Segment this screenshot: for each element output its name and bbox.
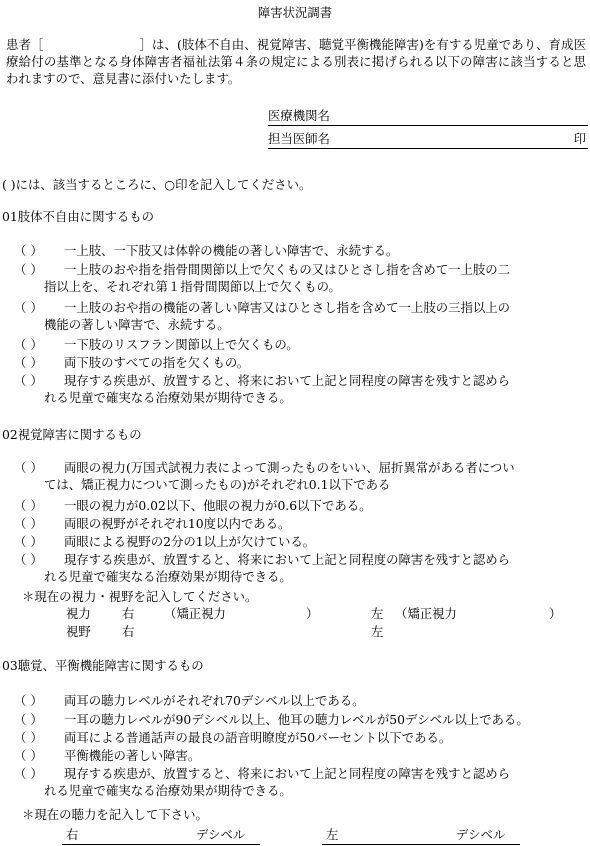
intro-paragraph: [6, 36, 586, 87]
list-item[interactable]: （ ） 一耳の聴力レベルが90デシベル以上、他耳の聴力レベルが50デシベル以上である。: [14, 712, 529, 727]
acuity-left-corrected-close: ）: [549, 606, 562, 621]
checkbox-mark[interactable]: （ ）: [14, 766, 43, 781]
intro-text: ］は、(肢体不自由、視覚障害、聴覚平衡機能障害)を有する児童であり、育成医療給付の基準となる身体障害者福祉法第４条の規定による別表に掲げられる以下の障害に該当すると思われますので、意見書に添付いたします。: [6, 37, 586, 86]
hearing-right-label: 右: [66, 827, 79, 842]
hearing-left-field[interactable]: [322, 826, 520, 845]
acuity-right-corrected-open: （矯正視力: [164, 606, 226, 621]
patient-label: 患者［: [6, 37, 44, 52]
list-item[interactable]: （ ） 現存する疾患が、放置すると、将来において上記と同程度の障害を残すと認めら れる児童で確実なる治療効果が期待できる。: [14, 373, 511, 405]
list-item[interactable]: （ ） 両眼の視野がそれぞれ10度以内である。: [14, 516, 291, 531]
list-item[interactable]: （ ） 一眼の視力が0.02以下、他眼の視力が0.6以下である。: [14, 498, 372, 513]
checkbox-mark[interactable]: （ ）: [14, 355, 43, 370]
list-item[interactable]: （ ） 両眼の視力(万国式試視力表によって測ったものをいい、屈折異常がある者につい ては、矯正視力について測ったもの)がそれぞれ0.1以下である: [14, 460, 515, 492]
list-item[interactable]: （ ） 両下肢のすべての指を欠くもの。: [14, 355, 250, 370]
vision-note: ＊現在の視力・視野を記入してください。: [22, 589, 258, 604]
list-item[interactable]: （ ） 平衡機能の著しい障害。: [14, 748, 201, 763]
list-item[interactable]: （ ） 両眼による視野の2分の1以上が欠けている。: [14, 534, 316, 549]
checkbox-mark[interactable]: （ ）: [14, 373, 43, 388]
hearing-left-label: 左: [326, 827, 339, 842]
checkbox-mark[interactable]: （ ）: [14, 300, 43, 315]
list-item[interactable]: （ ） 両耳による普通話声の最良の語音明瞭度が50パーセント以下である。: [14, 730, 452, 745]
doctor-label: 担当医師名: [268, 131, 330, 146]
list-item[interactable]: （ ） 一上肢のおや指の機能の著しい障害又はひとさし指を含めて一上肢の三指以上の 機能の著しい障害で、永続する。: [14, 300, 511, 332]
list-item[interactable]: （ ） 現存する疾患が、放置すると、将来において上記と同程度の障害を残すと認めら れる児童で確実なる治療効果が期待できる。: [14, 552, 511, 584]
section-heading-limb: 01肢体不自由に関するもの: [2, 209, 155, 224]
checkbox-mark[interactable]: （ ）: [14, 498, 43, 513]
acuity-left-corrected-open: （矯正視力: [395, 606, 457, 621]
hearing-note: ＊現在の聴力を記入して下さい。: [22, 807, 208, 822]
seal-mark: 印: [573, 131, 586, 146]
checkbox-mark[interactable]: （ ）: [14, 243, 43, 258]
hearing-right-field[interactable]: [62, 826, 260, 845]
acuity-right-corrected-close: ）: [306, 606, 319, 621]
checkbox-mark[interactable]: （ ）: [14, 748, 43, 763]
checkbox-mark[interactable]: （ ）: [14, 730, 43, 745]
hearing-left-unit: デシベル: [456, 827, 506, 842]
checkbox-mark[interactable]: （ ）: [14, 534, 43, 549]
checkbox-mark[interactable]: （ ）: [14, 460, 43, 475]
list-item[interactable]: （ ） 一上肢、一下肢又は体幹の機能の著しい障害で、永続する。: [14, 243, 399, 258]
list-item[interactable]: （ ） 現存する疾患が、放置すると、将来において上記と同程度の障害を残すと認めら れる児童で確実なる治療効果が期待できる。: [14, 766, 511, 798]
checkbox-mark[interactable]: （ ）: [14, 693, 43, 708]
field-label: 視野: [66, 624, 91, 639]
acuity-label: 視力: [66, 606, 91, 621]
list-item[interactable]: （ ） 両耳の聴力レベルがそれぞれ70デシベル以上である。: [14, 693, 365, 708]
institution-line[interactable]: [268, 107, 588, 126]
checkbox-mark[interactable]: （ ）: [14, 552, 43, 567]
section-heading-hearing: 03聴覚、平衡機能障害に関するもの: [2, 658, 204, 673]
hearing-right-unit: デシベル: [196, 827, 246, 842]
list-item[interactable]: （ ） 一下肢のリスフラン関節以上で欠くもの。: [14, 337, 299, 352]
acuity-right-label: 右: [122, 606, 135, 621]
checkbox-mark[interactable]: （ ）: [14, 712, 43, 727]
field-left-label: 左: [371, 624, 384, 639]
document-title: 障害状況調書: [257, 5, 333, 20]
acuity-left-label: 左: [371, 606, 384, 621]
checkbox-mark[interactable]: （ ）: [14, 262, 43, 277]
field-right-label: 右: [122, 624, 135, 639]
doctor-line[interactable]: [268, 130, 588, 149]
section-heading-vision: 02視覚障害に関するもの: [2, 427, 142, 442]
checkbox-mark[interactable]: （ ）: [14, 337, 43, 352]
institution-label: 医療機関名: [268, 108, 330, 123]
checkbox-mark[interactable]: （ ）: [14, 516, 43, 531]
instruction-text: ( )には、該当するところに、○印を記入してください。: [2, 177, 312, 192]
list-item[interactable]: （ ） 一上肢のおや指を指骨間関節以上で欠くもの又はひとさし指を含めて一上肢の二 指以上を、それぞれ第１指骨間関節以上で欠くもの。: [14, 262, 511, 294]
